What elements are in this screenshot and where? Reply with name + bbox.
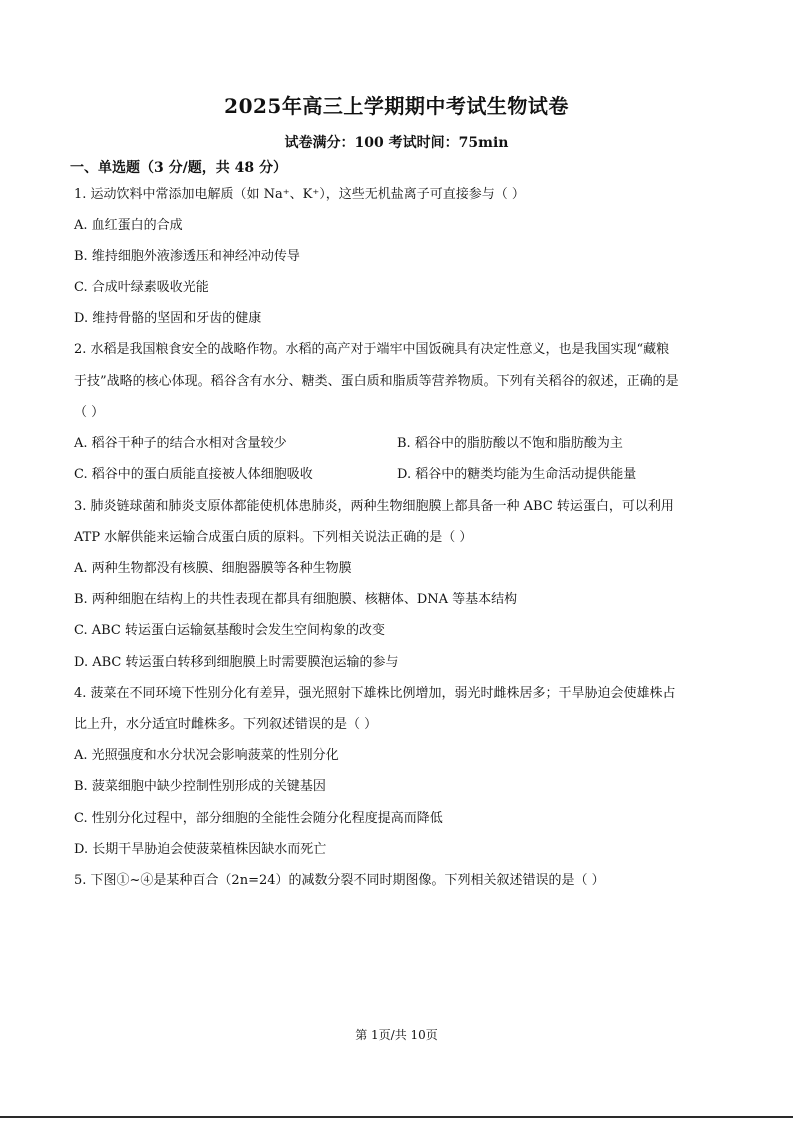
question-4-option-c: C. 性别分化过程中，部分细胞的全能性会随分化程度提高而降低 <box>74 811 443 826</box>
question-2-stem-line3: （ ） <box>74 405 105 420</box>
question-4-option-b: B. 菠菜细胞中缺少控制性别形成的关键基因 <box>74 779 326 794</box>
bottom-divider <box>0 1116 793 1118</box>
question-1-stem: 1. 运动饮料中常添加电解质（如 Na⁺、K⁺），这些无机盐离子可直接参与（ ） <box>74 187 525 202</box>
question-2-option-c: C. 稻谷中的蛋白质能直接被人体细胞吸收 <box>74 467 313 482</box>
question-3-stem-line2: ATP 水解供能来运输合成蛋白质的原料。下列相关说法正确的是（ ） <box>74 530 473 545</box>
question-4-stem-line2: 比上升，水分适宜时雌株多。下列叙述错误的是（ ） <box>74 717 378 732</box>
question-2-stem-line2: 于技”战略的核心体现。稻谷含有水分、糖类、蛋白质和脂质等营养物质。下列有关稻谷的叙述，正确的是 <box>74 374 679 389</box>
question-2-option-b: B. 稻谷中的脂肪酸以不饱和脂肪酸为主 <box>397 436 623 451</box>
question-3-stem-line1: 3. 肺炎链球菌和肺炎支原体都能使机体患肺炎，两种生物细胞膜上都具备一种 ABC 转运蛋白，可以利用 <box>74 499 674 514</box>
exam-subtitle: 试卷满分：100 考试时间：75min <box>284 135 509 151</box>
question-1-option-a: A. 血红蛋白的合成 <box>74 218 183 233</box>
question-2-option-d: D. 稻谷中的糖类均能为生命活动提供能量 <box>397 467 637 482</box>
question-3-option-d: D. ABC 转运蛋白转移到细胞膜上时需要膜泡运输的参与 <box>74 655 399 670</box>
question-5-stem: 5. 下图①~④是某种百合（2n=24）的减数分裂不同时期图像。下列相关叙述错误的是（ ） <box>74 873 605 888</box>
question-3-option-a: A. 两种生物都没有核膜、细胞器膜等各种生物膜 <box>74 561 352 576</box>
question-4-stem-line1: 4. 菠菜在不同环境下性别分化有差异，强光照射下雄株比例增加，弱光时雌株居多；干旱胁迫会使雄株占 <box>74 686 676 701</box>
question-4-option-a: A. 光照强度和水分状况会影响菠菜的性别分化 <box>74 748 339 763</box>
question-4-option-d: D. 长期干旱胁迫会使菠菜植株因缺水而死亡 <box>74 842 327 857</box>
question-1-option-c: C. 合成叶绿素吸收光能 <box>74 280 209 295</box>
page-number: 第 1页/共 10页 <box>355 1028 438 1042</box>
section-heading: 一、单选题（3 分/题，共 48 分） <box>70 160 287 176</box>
question-3-option-b: B. 两种细胞在结构上的共性表现在都具有细胞膜、核糖体、DNA 等基本结构 <box>74 592 518 607</box>
question-2-option-a: A. 稻谷干种子的结合水相对含量较少 <box>74 436 287 451</box>
question-3-option-c: C. ABC 转运蛋白运输氨基酸时会发生空间构象的改变 <box>74 623 386 638</box>
question-1-option-b: B. 维持细胞外液渗透压和神经冲动传导 <box>74 249 300 264</box>
question-1-option-d: D. 维持骨骼的坚固和牙齿的健康 <box>74 311 262 326</box>
question-2-stem-line1: 2. 水稻是我国粮食安全的战略作物。水稻的高产对于端牢中国饭碗具有决定性意义，也是我国实现“藏粮 <box>74 342 670 357</box>
exam-title: 2025年高三上学期期中考试生物试卷 <box>224 94 569 118</box>
